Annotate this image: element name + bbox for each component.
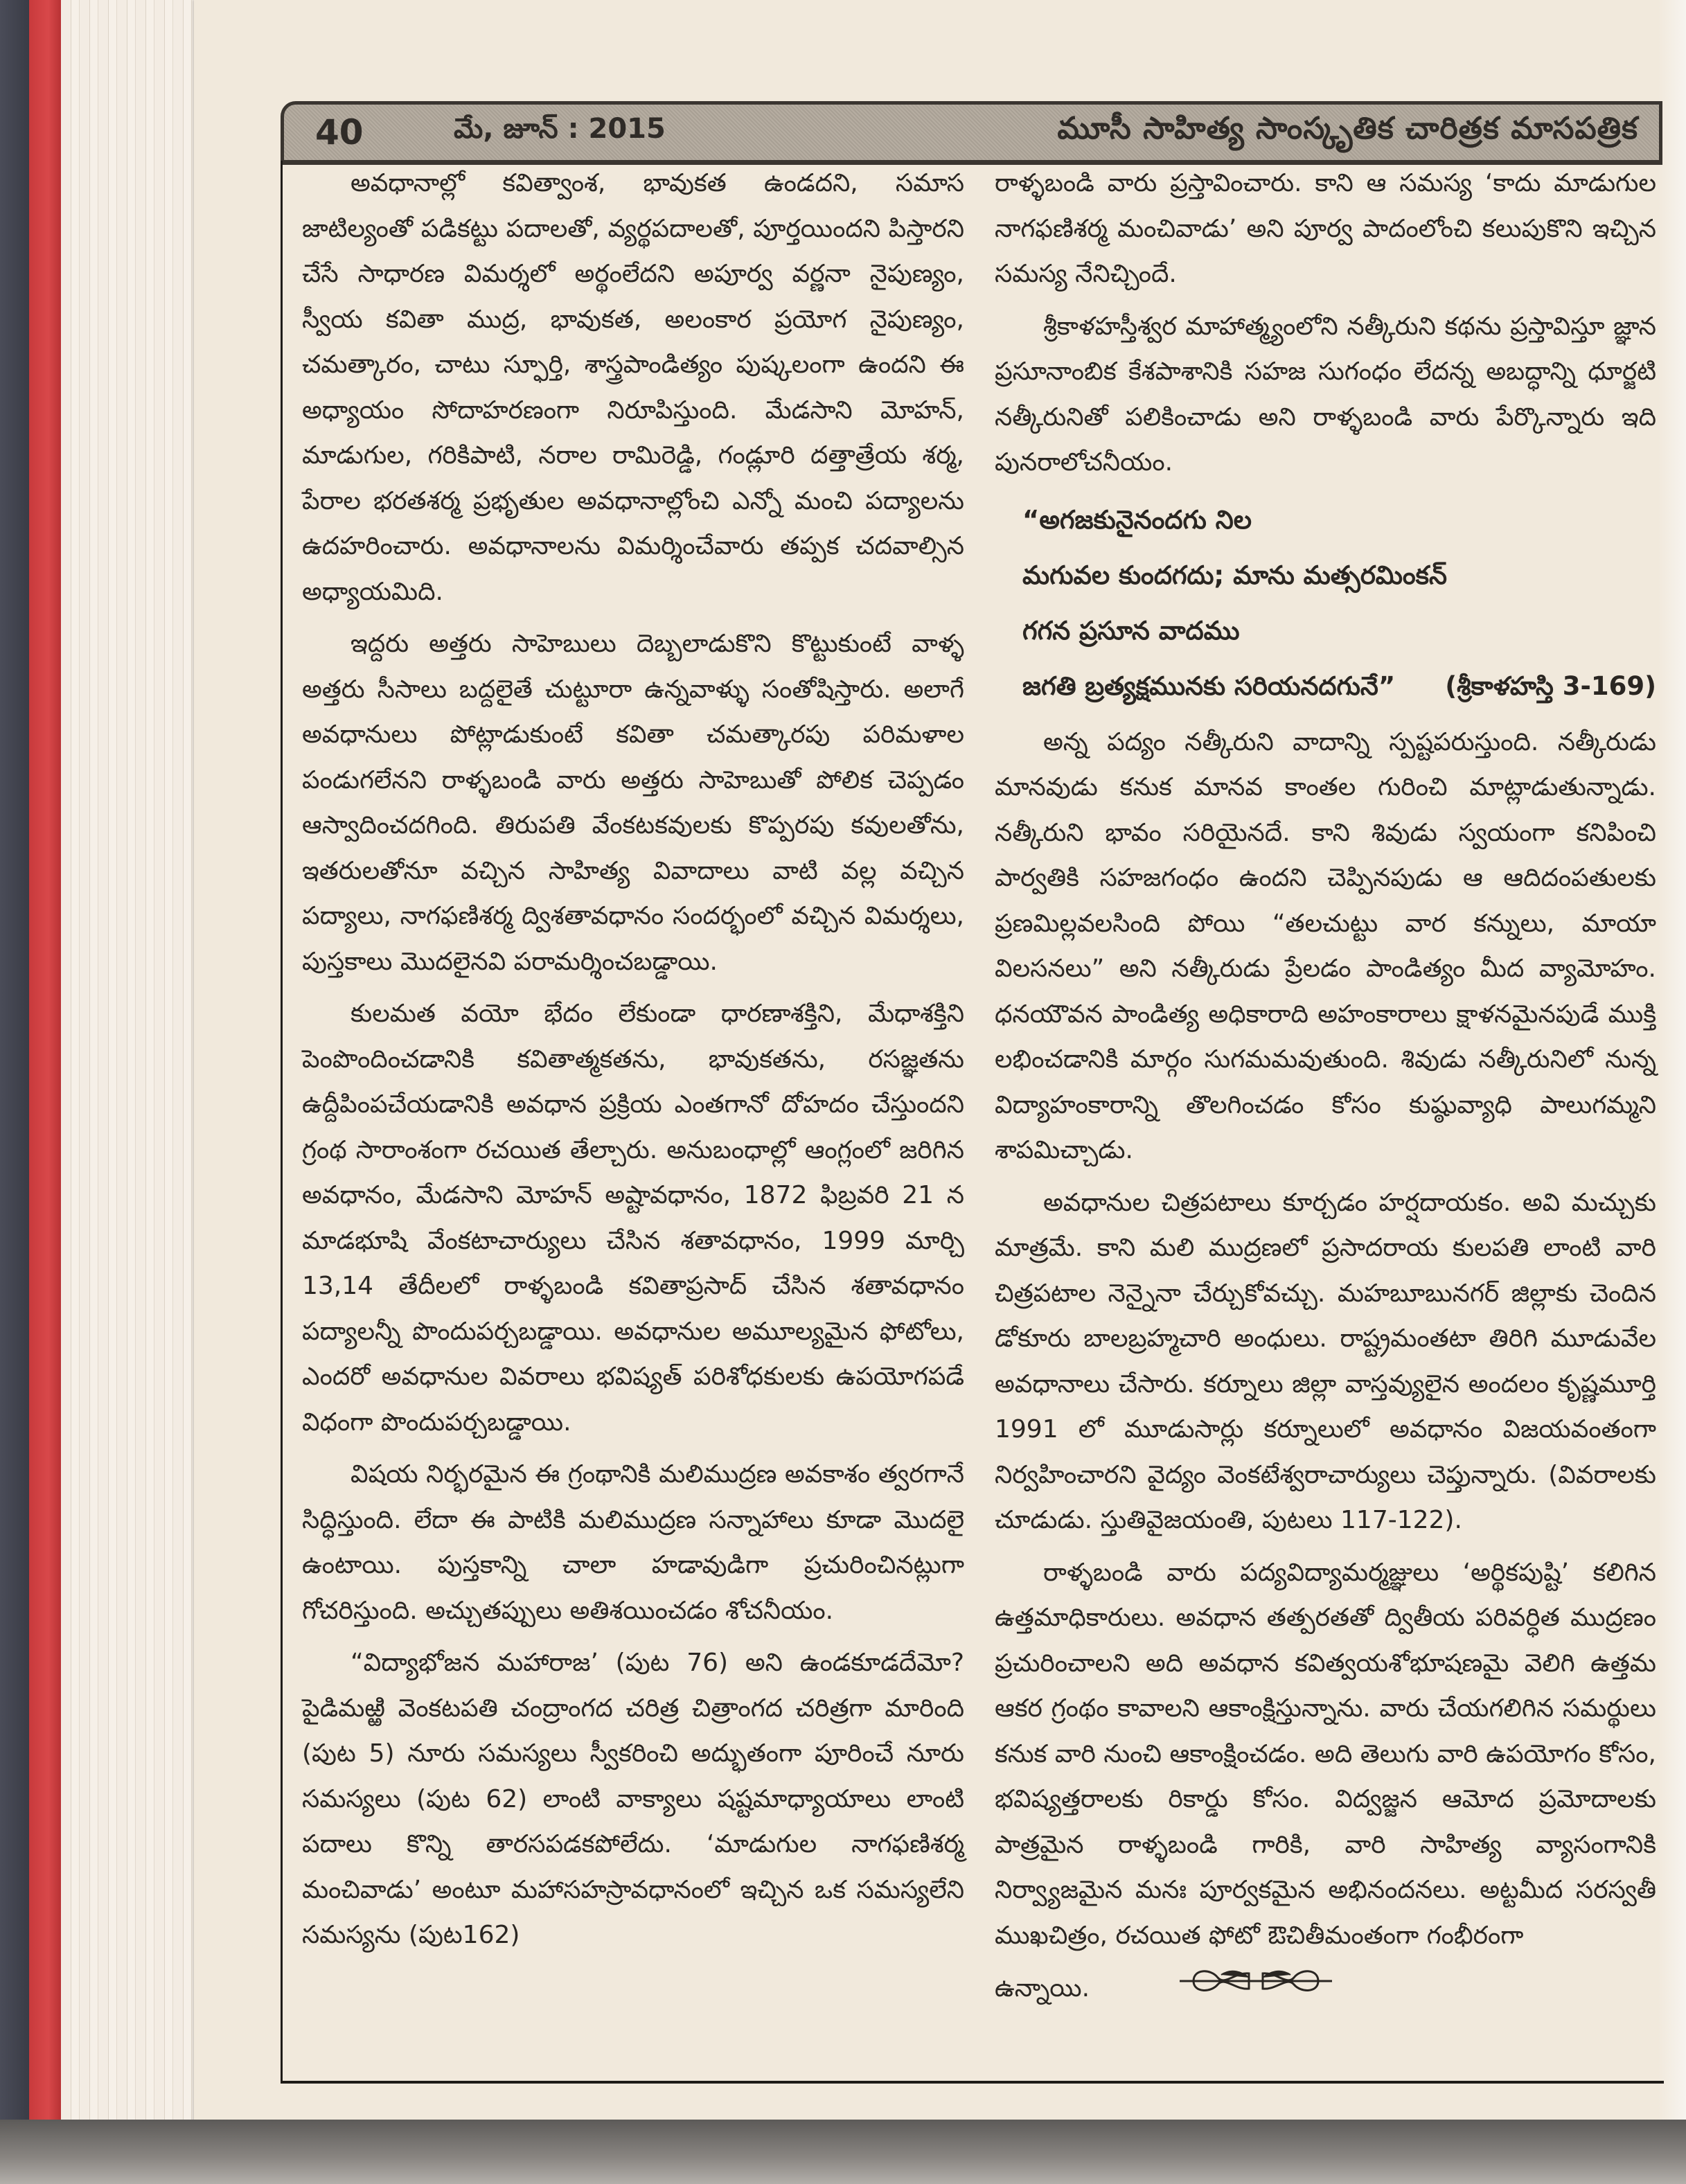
scroll-ornament-icon <box>1180 1965 1332 2012</box>
book-cover-edge <box>0 0 29 2184</box>
verse-reference: (శ్రీకాళహస్తి 3-169) <box>1445 671 1656 701</box>
paragraph: శ్రీకాళహస్తీశ్వర మాహాత్మ్యంలోని నత్కీరుని కథను ప్రస్తావిస్తూ జ్ఞాన ప్రసూనాంబిక కేశపాశానికి సహజ సుగంధం లేదన్న అబద్ధాన్ని ధూర్జటి నత్కీరునితో పలికించాడు అని రాళ్ళబండి వారు పేర్కొన్నారు ఇది పునరాలోచనీయం. <box>995 312 1656 477</box>
paragraph: కులమత వయో భేదం లేకుండా ధారణాశక్తిని, మేధాశక్తిని పెంపొందించడానికి కవితాత్మకతను, భావుకతను, రసజ్ఞతను ఉద్దీపింపచేయడానికి అవధాన ప్రక్రియ ఎంతగానో దోహదం చేస్తుందని గ్రంథ సారాంశంగా రచయిత తేల్చారు. అనుబంధాల్లో ఆంగ్లంలో జరిగిన అవధానం, మేడసాని మోహన్ అష్టావధానం, 1872 ఫిబ్రవరి 21 న మాడభూషి వేంకటాచార్యులు చేసిన శతావధానం, 1999 మార్చి 13,14 తేదీలలో రాళ్ళబండి కవితాప్రసాద్ చేసిన శతావధానం పద్యాలన్నీ పొందుపర్చబడ్డాయి. అవధానుల అమూల్యమైన ఫోటోలు, ఎందరో అవధానుల వివరాలు భవిష్యత్ పరిశోధకులకు ఉపయోగపడే విధంగా పొందుపర్చబడ్డాయి. <box>302 1000 964 1437</box>
bottom-shadow <box>0 2120 1686 2184</box>
magazine-title: మూసీ సాహిత్య సాంస్కృతిక చారిత్రక మాసపత్రిక <box>1057 111 1638 146</box>
verse-line-last <box>1022 659 1656 714</box>
left-column <box>302 161 964 1965</box>
book-spine-red-stripe <box>29 0 61 2125</box>
paragraph: రాళ్ళబండి వారు పద్యవిద్యామర్మజ్ఞులు ‘అర్థికపుష్టి’ కలిగిన ఉత్తమాధికారులు. అవధాన తత్పరతతో ద్వితీయ పరివర్ధిత ముద్రణం ప్రచురించాలని అది అవధాన కవిత్వయశోభూషణమై వెలిగి ఉత్తమ ఆకర గ్రంథం కావాలని ఆకాంక్షిస్తున్నాను. వారు చేయగలిగిన సమర్థులు కనుక వారి నుంచి ఆకాంక్షించడం. అది తెలుగు వారి ఉపయోగం కోసం, భవిష్యత్తరాలకు రికార్డు కోసం. విద్వజ్జన ఆమోద ప్రమోదాలకు పాత్రమైన రాళ్ళబండి గారికి, వారి సాహిత్య వ్యాసంగానికి నిర్వ్యాజమైన మనః పూర్వకమైన అభినందనలు. అట్టమీద సరస్వతీ ముఖచిత్రం, రచయిత ఫోటో ఔచితీమంతంగా గంభీరంగా <box>995 1558 1656 1950</box>
paragraph: రాళ్ళబండి వారు ప్రస్తావించారు. కాని ఆ సమస్య ‘కాదు మాడుగుల నాగఫణిశర్మ మంచివాడు’ అని పూర్వ పాదంలోంచి కలుపుకొని ఇచ్చిన సమస్య నేనిచ్చిందే. <box>995 169 1656 288</box>
paragraph: ఇద్దరు అత్తరు సాహెబులు దెబ్బలాడుకొని కొట్టుకుంటే వాళ్ళ అత్తరు సీసాలు బద్దలైతే చుట్టూరా ఉన్నవాళ్ళు సంతోషిస్తారు. అలాగే అవధానులు పోట్లాడుకుంటే కవితా చమత్కారపు పరిమళాల పండుగలేనని రాళ్ళబండి వారు అత్తరు సాహెబుతో పోలిక చెప్పడం ఆస్వాదించదగింది. తిరుపతి వేంకటకవులకు కొప్పరపు కవులతోను, ఇతరులతోనూ వచ్చిన సాహిత్య వివాదాలు వాటి వల్ల వచ్చిన పద్యాలు, నాగఫణిశర్మ ద్విశతావధానం సందర్భంలో వచ్చిన విమర్శలు, పుస్తకాలు మొదలైనవి పరామర్శించబడ్డాయి. <box>302 630 964 976</box>
article-frame <box>281 161 1664 2084</box>
right-column <box>995 161 1656 2012</box>
page-number: 40 <box>315 112 364 152</box>
quoted-verse <box>995 492 1656 714</box>
page-header-band <box>281 101 1662 165</box>
paragraph: అన్న పద్యం నత్కీరుని వాదాన్ని స్పష్టపరుస్తుంది. నత్కీరుడు మానవుడు కనుక మానవ కాంతల గురించి మాట్లాడుతున్నాడు. నత్కీరుని భావం సరియైనదే. కాని శివుడు స్వయంగా కనిపించి పార్వతికి సహజగంధం ఉందని చెప్పినపుడు ఆ ఆదిదంపతులకు ప్రణమిల్లవలసింది పోయి “తలచుట్టు వార కన్నులు, మాయా విలసనలు” అని నత్కీరుడు ప్రేలడం పాండిత్యం మీద వ్యామోహం. ధనయౌవన పాండిత్య అధికారాది అహంకారాలు క్షాళనమైనపుడే ముక్తి లభించడానికి మార్గం సుగమమవుతుంది. శివుడు నత్కీరునిలో నున్న విద్యాహంకారాన్ని తొలగించడం కోసం కుష్ఠువ్యాధి పాలుగమ్మని శాపమిచ్చాడు. <box>995 727 1656 1164</box>
verse-line: గగన ప్రసూన వాదము <box>1022 615 1240 646</box>
paragraph: అవధానాల్లో కవిత్వాంశ, భావుకత ఉండదని, సమాస జాటిల్యంతో పడికట్టు పదాలతో, వ్యర్థపదాలతో, పూర్తయిందని పిస్తారని చేసే సాధారణ విమర్శలో అర్థంలేదని అపూర్వ వర్ణనా నైపుణ్యం, స్వీయ కవితా ముద్ర, భావుకత, అలంకార ప్రయోగ నైపుణ్యం, చమత్కారం, చాటు స్ఫూర్తి, శాస్త్రపాండిత్యం పుష్కలంగా ఉందని ఈ అధ్యాయం సోదాహరణంగా నిరూపిస్తుంది. మేడసాని మోహన్, మాడుగుల, గరికిపాటి, నరాల రామిరెడ్డి, గండ్లూరి దత్తాత్రేయ శర్మ, పేరాల భరతశర్మ ప్రభృతుల అవధానాల్లోంచి ఎన్నో మంచి పద్యాలను ఉదహరించారు. అవధానాలను విమర్శించేవారు తప్పక చదవాల్సిన అధ్యాయమిది. <box>302 169 964 606</box>
paragraph: అవధానుల చిత్రపటాలు కూర్చడం హర్షదాయకం. అవి మచ్చుకు మాత్రమే. కాని మలి ముద్రణలో ప్రసాదరాయ కులపతి లాంటి వారి చిత్రపటాల నెన్నైనా చేర్చుకోవచ్చు. మహబూబునగర్ జిల్లాకు చెందిన డోకూరు బాలబ్రహ్మచారి అంధులు. రాష్ట్రమంతటా తిరిగి మూడువేల అవధానాలు చేసారు. కర్నూలు జిల్లా వాస్తవ్యులైన అందలం కృష్ణమూర్తి 1991 లో మూడుసార్లు కర్నూలులో అవధానం విజయవంతంగా నిర్వహించారని వైద్యం వెంకటేశ్వరాచార్యులు చెప్తున్నారు. (వివరాలకు చూడుడు. స్తుతివైజయంతి, పుటలు 117-122). <box>995 1188 1656 1534</box>
book-edge <box>0 0 201 2184</box>
closing-word: ఉన్నాయి. <box>995 1974 1090 2003</box>
verse-line: జగతి బ్రత్యక్షమునకు సరియనదగునే” <box>1022 671 1396 701</box>
verse-line: “అగజకునైనందగు నిల <box>1022 504 1252 535</box>
article-end <box>995 1965 1656 2012</box>
issue-date: మే, జూన్ : 2015 <box>454 113 666 145</box>
stacked-page-edges <box>61 0 199 2133</box>
verse-line: మగువల కుందగదు; మాను మత్సరమింకన్ <box>1022 560 1447 590</box>
paragraph: “విద్యాభోజన మహారాజ’ (పుట 76) అని ఉండకూడదేమో? పైడిమఱ్ఱి వెంకటపతి చంద్రాంగద చరిత్ర చిత్రాంగద చరిత్రగా మారింది (పుట 5) నూరు సమస్యలు స్వీకరించి అద్భుతంగా పూరించే నూరు సమస్యలు (పుట 62) లాంటి వాక్యాలు షష్టమాధ్యాయాలు లాంటి పదాలు కొన్ని తారసపడకపోలేదు. ‘మాడుగుల నాగఫణిశర్మ మంచివాడు’ అంటూ మహాసహస్రావధానంలో ఇచ్చిన ఒక సమస్యలేని సమస్యను (పుట162) <box>302 1649 964 1949</box>
paragraph: విషయ నిర్భరమైన ఈ గ్రంథానికి మలిముద్రణ అవకాశం త్వరగానే సిద్ధిస్తుంది. లేదా ఈ పాటికి మలిముద్రణ సన్నాహాలు కూడా మొదలై ఉంటాయి. పుస్తకాన్ని చాలా హడావుడిగా ప్రచురించినట్లుగా గోచరిస్తుంది. అచ్చుతప్పులు అతిశయించడం శోచనీయం. <box>302 1460 964 1625</box>
